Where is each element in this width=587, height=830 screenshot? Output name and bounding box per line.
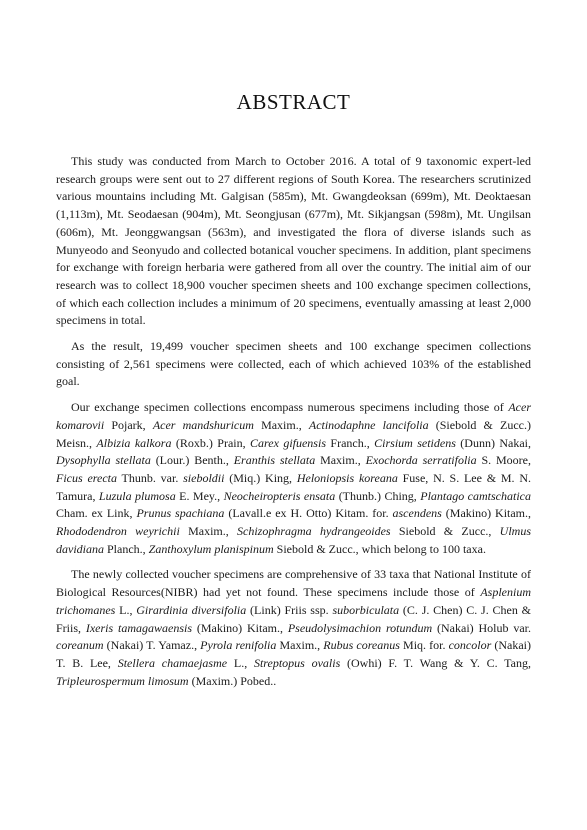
paragraph <box>56 399 531 558</box>
text-run: Miq. for. <box>399 638 449 653</box>
text-run: (Nakai) Holub var. <box>432 620 531 635</box>
species-name: Streptopus ovalis <box>253 655 341 670</box>
species-name: Zanthoxylum planispinum <box>148 541 274 556</box>
text-run: (Lour.) Benth., <box>150 453 234 468</box>
paragraph <box>56 566 531 690</box>
species-name: Ficus erecta <box>56 470 117 485</box>
text-run: Siebold & Zucc., which belong to 100 taxa. <box>273 541 486 556</box>
text-run: (Thunb.) Ching, <box>335 488 421 503</box>
species-name: Heloniopsis koreana <box>296 470 398 485</box>
text-run: (Nakai) T. B. Lee, <box>56 638 531 670</box>
text-run: Siebold & Zucc., <box>390 524 500 539</box>
page-title: ABSTRACT <box>236 90 351 114</box>
species-name: Asplenium trichomanes <box>56 585 531 617</box>
species-name: sieboldii <box>183 470 225 485</box>
text-run: (Maxim.) Pobed.. <box>188 673 277 688</box>
species-name: Tripleurospermum limosum <box>56 673 189 688</box>
text-run: Maxim., <box>315 453 366 468</box>
species-name: Cirsium setidens <box>374 435 456 450</box>
abstract-body <box>56 153 531 698</box>
species-name: Acer komarovii <box>56 400 531 432</box>
text-run: Maxim., <box>179 524 238 539</box>
text-run: (Link) Friis ssp. <box>246 602 333 617</box>
text-run: (Siebold & Zucc.) Meisn., <box>56 417 531 450</box>
text-run: (Makino) Kitam., <box>441 506 532 521</box>
paragraph <box>56 338 531 391</box>
text-run: The newly collected voucher specimens are comprehensive of 33 taxa that National Institute of Biological Resources(NIBR) had yet not found. These specimens include those of <box>56 567 531 600</box>
text-run: Maxim., <box>253 417 309 432</box>
text-run: (Lavall.e ex H. Otto) Kitam. for. <box>224 506 393 521</box>
text-run: This study was conducted from March to October 2016. A total of 9 taxonomic expert-led research groups were sent out to 27 different regions of South Korea. The researchers scrutinized various mountains including Mt. Galgisan (585m), Mt. Gwangdeoksan (699m), Mt. Deoktaesan (1,113m), Mt. Seodaesan (904m), Mt. Seongjusan (677m), Mt. Sikjangsan (598m), Mt. Ungilsan (606m), Mt. Jeonggwangsan (563m), and investigated the flora of diverse islands such as Munyeodo and Seonyudo and collected botanical voucher specimens. In addition, plant specimens for exchange with foreign herbaria were gathered from all over the country. The initial aim of our research was to collect 18,900 voucher specimen sheets and 100 exchange specimen collections, of which each collection includes a minimum of 20 specimens, eventually amassing at least 2,000 specimens in total. <box>56 154 531 328</box>
species-name: Rhododendron weyrichii <box>56 524 180 539</box>
species-name: coreanum <box>56 638 104 653</box>
text-run: (Nakai) T. Yamaz., <box>103 638 201 653</box>
species-name: ascendens <box>392 506 442 521</box>
text-run: Maxim., <box>276 638 324 653</box>
species-name: Actinodaphne lancifolia <box>308 417 429 432</box>
species-name: Girardinia diversifolia <box>136 602 247 617</box>
species-name: Plantago camtschatica <box>420 488 531 503</box>
species-name: Neocheiropteris ensata <box>223 488 336 503</box>
text-run: (Miq.) King, <box>224 470 297 485</box>
text-run: L., <box>115 602 137 617</box>
species-name: Pseudolysimachion rotundum <box>287 620 433 635</box>
text-run: Thunb. var. <box>116 470 184 485</box>
text-run: Cham. ex Link, <box>56 506 137 521</box>
species-name: suborbiculata <box>332 602 400 617</box>
species-name: Ulmus davidiana <box>56 524 531 556</box>
species-name: Schizophragma hydrangeoides <box>237 524 391 539</box>
species-name: Pyrola renifolia <box>200 638 277 653</box>
species-name: concolor <box>448 638 492 653</box>
species-name: Luzula plumosa <box>98 488 176 503</box>
paragraph <box>56 153 531 330</box>
text-run: (Roxb.) Prain, <box>171 435 251 450</box>
species-name: Dysophylla stellata <box>56 453 151 468</box>
text-run: Franch., <box>326 435 375 450</box>
text-run: (Makino) Kitam., <box>192 620 288 635</box>
text-run: As the result, 19,499 voucher specimen sheets and 100 exchange specimen collections consisting of 2,561 specimens were collected, each of which achieved 103% of the established goal. <box>56 339 531 389</box>
species-name: Rubus coreanus <box>323 638 400 653</box>
text-run: (Dunn) Nakai, <box>455 435 532 450</box>
species-name: Prunus spachiana <box>136 506 225 521</box>
text-run: S. Moore, <box>476 453 531 468</box>
text-run: Our exchange specimen collections encompass numerous specimens including those of <box>71 400 509 415</box>
text-run: Pojark, <box>104 417 153 432</box>
species-name: Stellera chamaejasme <box>117 655 228 670</box>
species-name: Exochorda serratifolia <box>365 453 477 468</box>
text-run: (C. J. Chen) C. J. Chen & Friis, <box>56 602 531 635</box>
species-name: Eranthis stellata <box>233 453 316 468</box>
text-run: L., <box>227 655 254 670</box>
species-name: Albizia kalkora <box>96 435 172 450</box>
species-name: Ixeris tamagawaensis <box>85 620 192 635</box>
species-name: Acer mandshuricum <box>152 417 254 432</box>
text-run: Planch., <box>104 541 149 556</box>
text-run: E. Mey., <box>175 488 224 503</box>
text-run: (Owhi) F. T. Wang & Y. C. Tang, <box>340 655 531 670</box>
species-name: Carex gifuensis <box>250 435 326 450</box>
text-run: Fuse, N. S. Lee & M. N. Tamura, <box>56 470 531 503</box>
